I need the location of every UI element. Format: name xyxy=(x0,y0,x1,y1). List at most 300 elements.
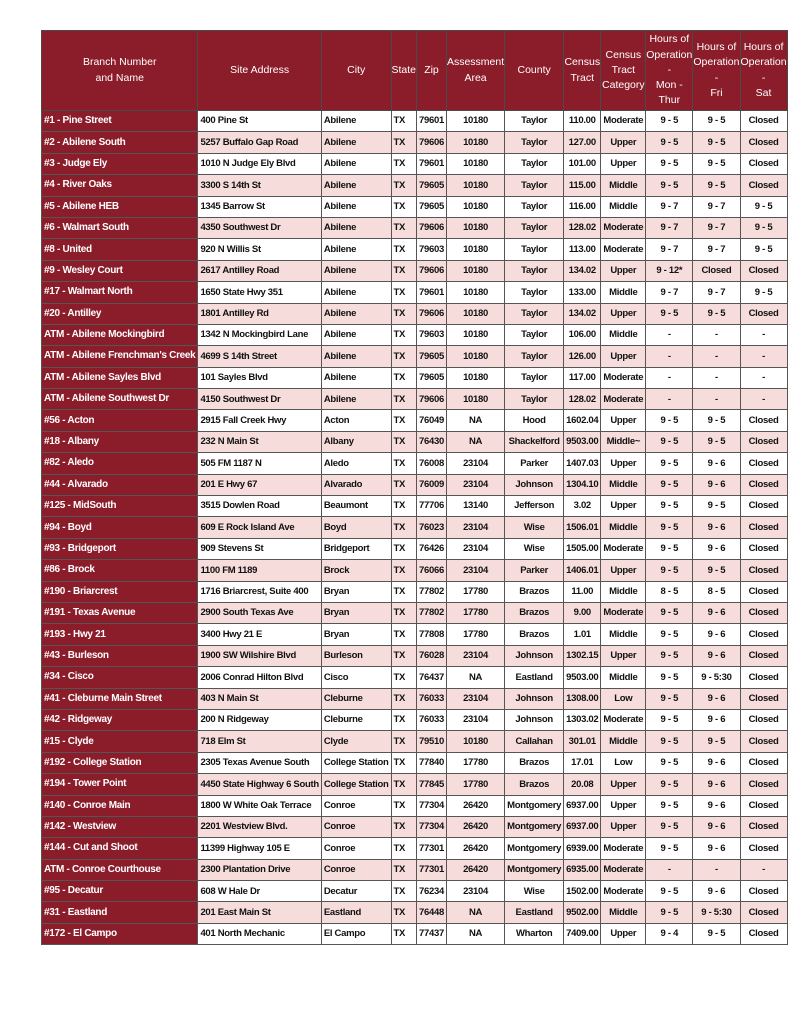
city-cell: Abilene xyxy=(321,196,391,217)
assessment-area-cell: 10180 xyxy=(446,153,504,174)
assessment-area-cell: 10180 xyxy=(446,217,504,238)
census-tract-cell: 134.02 xyxy=(564,260,601,281)
hours-sat-cell: Closed xyxy=(740,881,787,902)
county-cell: Johnson xyxy=(505,474,564,495)
hours-sat-cell: Closed xyxy=(740,260,787,281)
assessment-area-cell: NA xyxy=(446,923,504,944)
hours-fri-cell: 9 - 6 xyxy=(693,795,740,816)
zip-cell: 77802 xyxy=(417,602,447,623)
county-cell: Wise xyxy=(505,517,564,538)
city-cell: Beaumont xyxy=(321,496,391,517)
tract-category-cell: Upper xyxy=(601,453,646,474)
state-cell: TX xyxy=(391,538,417,559)
hours-mon-thur-cell: 9 - 5 xyxy=(646,111,693,132)
census-tract-cell: 1304.10 xyxy=(564,474,601,495)
assessment-area-cell: 17780 xyxy=(446,624,504,645)
hours-sat-cell: Closed xyxy=(740,624,787,645)
assessment-area-cell: 10180 xyxy=(446,175,504,196)
state-cell: TX xyxy=(391,709,417,730)
branch-name-cell: #95 - Decatur xyxy=(42,881,198,902)
zip-cell: 79606 xyxy=(417,303,447,324)
hours-sat-cell: - xyxy=(740,367,787,388)
site-address-cell: 101 Sayles Blvd xyxy=(198,367,321,388)
city-cell: College Station xyxy=(321,752,391,773)
county-cell: Taylor xyxy=(505,132,564,153)
tract-category-cell: Middle xyxy=(601,474,646,495)
branch-name-cell: #190 - Briarcrest xyxy=(42,581,198,602)
hours-mon-thur-cell: 9 - 5 xyxy=(646,624,693,645)
table-row xyxy=(42,774,788,795)
hours-sat-cell: Closed xyxy=(740,410,787,431)
assessment-area-cell: 17780 xyxy=(446,774,504,795)
state-cell: TX xyxy=(391,260,417,281)
tract-category-cell: Middle xyxy=(601,196,646,217)
hours-sat-cell: Closed xyxy=(740,132,787,153)
city-cell: Bridgeport xyxy=(321,538,391,559)
census-tract-cell: 1.01 xyxy=(564,624,601,645)
site-address-cell: 1010 N Judge Ely Blvd xyxy=(198,153,321,174)
state-cell: TX xyxy=(391,496,417,517)
hours-mon-thur-cell: 9 - 5 xyxy=(646,667,693,688)
hours-fri-cell: - xyxy=(693,346,740,367)
assessment-area-cell: 23104 xyxy=(446,709,504,730)
hours-mon-thur-cell: 9 - 5 xyxy=(646,709,693,730)
hours-sat-cell: - xyxy=(740,859,787,880)
tract-category-cell: Middle xyxy=(601,624,646,645)
hours-sat-cell: Closed xyxy=(740,560,787,581)
assessment-area-cell: 17780 xyxy=(446,752,504,773)
branch-name-cell: #140 - Conroe Main xyxy=(42,795,198,816)
zip-cell: 77840 xyxy=(417,752,447,773)
header-tract-category: Census Tract Category xyxy=(601,31,646,111)
census-tract-cell: 1505.00 xyxy=(564,538,601,559)
hours-fri-cell: 9 - 6 xyxy=(693,624,740,645)
county-cell: Parker xyxy=(505,453,564,474)
hours-sat-cell: Closed xyxy=(740,303,787,324)
assessment-area-cell: 17780 xyxy=(446,581,504,602)
county-cell: Taylor xyxy=(505,367,564,388)
table-row xyxy=(42,239,788,260)
city-cell: Acton xyxy=(321,410,391,431)
hours-fri-cell: 9 - 6 xyxy=(693,688,740,709)
hours-mon-thur-cell: 9 - 5 xyxy=(646,517,693,538)
state-cell: TX xyxy=(391,667,417,688)
hours-mon-thur-cell: 9 - 7 xyxy=(646,239,693,260)
county-cell: Taylor xyxy=(505,260,564,281)
table-row xyxy=(42,367,788,388)
city-cell: Abilene xyxy=(321,282,391,303)
state-cell: TX xyxy=(391,581,417,602)
hours-mon-thur-cell: - xyxy=(646,367,693,388)
assessment-area-cell: 23104 xyxy=(446,881,504,902)
hours-mon-thur-cell: 9 - 5 xyxy=(646,602,693,623)
city-cell: Abilene xyxy=(321,111,391,132)
zip-cell: 79606 xyxy=(417,132,447,153)
state-cell: TX xyxy=(391,132,417,153)
zip-cell: 79605 xyxy=(417,367,447,388)
city-cell: Decatur xyxy=(321,881,391,902)
county-cell: Eastland xyxy=(505,667,564,688)
table-row xyxy=(42,431,788,452)
census-tract-cell: 301.01 xyxy=(564,731,601,752)
city-cell: Abilene xyxy=(321,346,391,367)
assessment-area-cell: 23104 xyxy=(446,645,504,666)
tract-category-cell: Upper xyxy=(601,303,646,324)
hours-mon-thur-cell: 9 - 5 xyxy=(646,752,693,773)
branch-name-cell: #191 - Texas Avenue xyxy=(42,602,198,623)
site-address-cell: 201 E Hwy 67 xyxy=(198,474,321,495)
branch-name-cell: #34 - Cisco xyxy=(42,667,198,688)
branch-name-cell: #18 - Albany xyxy=(42,431,198,452)
header-census-tract: Census Tract xyxy=(564,31,601,111)
hours-mon-thur-cell: - xyxy=(646,389,693,410)
hours-mon-thur-cell: - xyxy=(646,346,693,367)
hours-mon-thur-cell: 9 - 5 xyxy=(646,132,693,153)
branch-name-cell: #194 - Tower Point xyxy=(42,774,198,795)
census-tract-cell: 1303.02 xyxy=(564,709,601,730)
hours-fri-cell: 9 - 6 xyxy=(693,645,740,666)
site-address-cell: 909 Stevens St xyxy=(198,538,321,559)
table-row xyxy=(42,517,788,538)
header-assessment-area: Assessment Area xyxy=(446,31,504,111)
site-address-cell: 5257 Buffalo Gap Road xyxy=(198,132,321,153)
hours-sat-cell: 9 - 5 xyxy=(740,282,787,303)
county-cell: Wise xyxy=(505,538,564,559)
branch-name-cell: #82 - Aledo xyxy=(42,453,198,474)
census-tract-cell: 9503.00 xyxy=(564,667,601,688)
tract-category-cell: Moderate xyxy=(601,367,646,388)
site-address-cell: 920 N Willis St xyxy=(198,239,321,260)
state-cell: TX xyxy=(391,282,417,303)
county-cell: Johnson xyxy=(505,688,564,709)
hours-sat-cell: - xyxy=(740,324,787,345)
city-cell: Boyd xyxy=(321,517,391,538)
tract-category-cell: Middle xyxy=(601,282,646,303)
state-cell: TX xyxy=(391,795,417,816)
site-address-cell: 608 W Hale Dr xyxy=(198,881,321,902)
branch-name-cell: #172 - El Campo xyxy=(42,923,198,944)
county-cell: Taylor xyxy=(505,239,564,260)
census-tract-cell: 133.00 xyxy=(564,282,601,303)
table-row xyxy=(42,410,788,431)
tract-category-cell: Upper xyxy=(601,260,646,281)
county-cell: Brazos xyxy=(505,624,564,645)
state-cell: TX xyxy=(391,389,417,410)
site-address-cell: 232 N Main St xyxy=(198,431,321,452)
census-tract-cell: 1406.01 xyxy=(564,560,601,581)
zip-cell: 76437 xyxy=(417,667,447,688)
table-row xyxy=(42,111,788,132)
hours-mon-thur-cell: - xyxy=(646,859,693,880)
city-cell: Abilene xyxy=(321,303,391,324)
hours-mon-thur-cell: 9 - 5 xyxy=(646,816,693,837)
hours-sat-cell: Closed xyxy=(740,474,787,495)
county-cell: Wharton xyxy=(505,923,564,944)
census-tract-cell: 116.00 xyxy=(564,196,601,217)
site-address-cell: 2915 Fall Creek Hwy xyxy=(198,410,321,431)
table-row xyxy=(42,153,788,174)
hours-fri-cell: 9 - 5 xyxy=(693,923,740,944)
city-cell: Conroe xyxy=(321,816,391,837)
county-cell: Johnson xyxy=(505,645,564,666)
hours-sat-cell: Closed xyxy=(740,645,787,666)
zip-cell: 76430 xyxy=(417,431,447,452)
zip-cell: 77808 xyxy=(417,624,447,645)
header-hours-fri: Hours of Operation - Fri xyxy=(693,31,740,111)
county-cell: Taylor xyxy=(505,303,564,324)
hours-fri-cell: 9 - 6 xyxy=(693,816,740,837)
table-row xyxy=(42,645,788,666)
hours-mon-thur-cell: 9 - 5 xyxy=(646,538,693,559)
assessment-area-cell: 23104 xyxy=(446,474,504,495)
state-cell: TX xyxy=(391,367,417,388)
zip-cell: 79605 xyxy=(417,346,447,367)
table-row xyxy=(42,560,788,581)
hours-fri-cell: 9 - 7 xyxy=(693,196,740,217)
hours-sat-cell: Closed xyxy=(740,688,787,709)
county-cell: Jefferson xyxy=(505,496,564,517)
table-row xyxy=(42,923,788,944)
county-cell: Johnson xyxy=(505,709,564,730)
tract-category-cell: Moderate xyxy=(601,602,646,623)
branch-name-cell: #15 - Clyde xyxy=(42,731,198,752)
assessment-area-cell: 10180 xyxy=(446,132,504,153)
hours-mon-thur-cell: 9 - 12* xyxy=(646,260,693,281)
hours-sat-cell: 9 - 5 xyxy=(740,239,787,260)
hours-sat-cell: - xyxy=(740,346,787,367)
hours-fri-cell: 9 - 7 xyxy=(693,217,740,238)
assessment-area-cell: 23104 xyxy=(446,538,504,559)
tract-category-cell: Low xyxy=(601,752,646,773)
tract-category-cell: Middle xyxy=(601,175,646,196)
site-address-cell: 3515 Dowlen Road xyxy=(198,496,321,517)
tract-category-cell: Upper xyxy=(601,132,646,153)
branch-name-cell: #193 - Hwy 21 xyxy=(42,624,198,645)
tract-category-cell: Moderate xyxy=(601,709,646,730)
zip-cell: 79606 xyxy=(417,217,447,238)
city-cell: Eastland xyxy=(321,902,391,923)
county-cell: Brazos xyxy=(505,602,564,623)
census-tract-cell: 128.02 xyxy=(564,217,601,238)
hours-fri-cell: 9 - 6 xyxy=(693,774,740,795)
assessment-area-cell: 23104 xyxy=(446,560,504,581)
table-row xyxy=(42,838,788,859)
tract-category-cell: Moderate xyxy=(601,239,646,260)
hours-sat-cell: 9 - 5 xyxy=(740,196,787,217)
hours-fri-cell: 9 - 5 xyxy=(693,111,740,132)
branch-name-cell: #9 - Wesley Court xyxy=(42,260,198,281)
hours-mon-thur-cell: 9 - 5 xyxy=(646,474,693,495)
assessment-area-cell: 10180 xyxy=(446,367,504,388)
branch-name-cell: #86 - Brock xyxy=(42,560,198,581)
zip-cell: 79603 xyxy=(417,239,447,260)
tract-category-cell: Moderate xyxy=(601,217,646,238)
tract-category-cell: Moderate xyxy=(601,389,646,410)
hours-fri-cell: 8 - 5 xyxy=(693,581,740,602)
assessment-area-cell: 10180 xyxy=(446,731,504,752)
tract-category-cell: Upper xyxy=(601,410,646,431)
header-row xyxy=(42,31,788,111)
assessment-area-cell: 10180 xyxy=(446,324,504,345)
zip-cell: 77437 xyxy=(417,923,447,944)
site-address-cell: 1900 SW Wilshire Blvd xyxy=(198,645,321,666)
census-tract-cell: 1602.04 xyxy=(564,410,601,431)
tract-category-cell: Upper xyxy=(601,923,646,944)
hours-fri-cell: 9 - 5 xyxy=(693,560,740,581)
site-address-cell: 4699 S 14th Street xyxy=(198,346,321,367)
hours-sat-cell: Closed xyxy=(740,795,787,816)
site-address-cell: 1801 Antilley Rd xyxy=(198,303,321,324)
hours-fri-cell: 9 - 5:30 xyxy=(693,902,740,923)
table-row xyxy=(42,581,788,602)
table-row xyxy=(42,453,788,474)
site-address-cell: 403 N Main St xyxy=(198,688,321,709)
branch-name-cell: #1 - Pine Street xyxy=(42,111,198,132)
city-cell: Alvarado xyxy=(321,474,391,495)
table-row xyxy=(42,132,788,153)
census-tract-cell: 113.00 xyxy=(564,239,601,260)
table-row xyxy=(42,175,788,196)
tract-category-cell: Middle xyxy=(601,902,646,923)
census-tract-cell: 9502.00 xyxy=(564,902,601,923)
census-tract-cell: 17.01 xyxy=(564,752,601,773)
state-cell: TX xyxy=(391,624,417,645)
state-cell: TX xyxy=(391,838,417,859)
county-cell: Taylor xyxy=(505,324,564,345)
zip-cell: 76008 xyxy=(417,453,447,474)
table-row xyxy=(42,816,788,837)
state-cell: TX xyxy=(391,560,417,581)
branch-name-cell: #41 - Cleburne Main Street xyxy=(42,688,198,709)
state-cell: TX xyxy=(391,816,417,837)
state-cell: TX xyxy=(391,517,417,538)
zip-cell: 79510 xyxy=(417,731,447,752)
hours-mon-thur-cell: 9 - 7 xyxy=(646,196,693,217)
county-cell: Brazos xyxy=(505,752,564,773)
city-cell: Cisco xyxy=(321,667,391,688)
branch-name-cell: ATM - Abilene Frenchman's Creek xyxy=(42,346,198,367)
county-cell: Hood xyxy=(505,410,564,431)
branch-name-cell: #3 - Judge Ely xyxy=(42,153,198,174)
hours-mon-thur-cell: 9 - 5 xyxy=(646,410,693,431)
hours-fri-cell: - xyxy=(693,389,740,410)
table-row xyxy=(42,217,788,238)
census-tract-cell: 6939.00 xyxy=(564,838,601,859)
hours-fri-cell: 9 - 5 xyxy=(693,175,740,196)
assessment-area-cell: NA xyxy=(446,667,504,688)
hours-sat-cell: Closed xyxy=(740,602,787,623)
assessment-area-cell: 26420 xyxy=(446,838,504,859)
zip-cell: 77845 xyxy=(417,774,447,795)
site-address-cell: 11399 Highway 105 E xyxy=(198,838,321,859)
county-cell: Parker xyxy=(505,560,564,581)
hours-sat-cell: Closed xyxy=(740,496,787,517)
header-zip: Zip xyxy=(417,31,447,111)
county-cell: Montgomery xyxy=(505,859,564,880)
state-cell: TX xyxy=(391,431,417,452)
hours-sat-cell: Closed xyxy=(740,752,787,773)
hours-sat-cell: Closed xyxy=(740,175,787,196)
census-tract-cell: 6937.00 xyxy=(564,816,601,837)
hours-fri-cell: 9 - 5 xyxy=(693,431,740,452)
hours-mon-thur-cell: 9 - 7 xyxy=(646,282,693,303)
branch-name-cell: #43 - Burleson xyxy=(42,645,198,666)
branch-name-cell: #8 - United xyxy=(42,239,198,260)
site-address-cell: 400 Pine St xyxy=(198,111,321,132)
tract-category-cell: Upper xyxy=(601,795,646,816)
county-cell: Taylor xyxy=(505,389,564,410)
table-row xyxy=(42,752,788,773)
state-cell: TX xyxy=(391,902,417,923)
zip-cell: 76009 xyxy=(417,474,447,495)
census-tract-cell: 106.00 xyxy=(564,324,601,345)
hours-fri-cell: - xyxy=(693,367,740,388)
city-cell: Abilene xyxy=(321,132,391,153)
census-tract-cell: 101.00 xyxy=(564,153,601,174)
assessment-area-cell: 10180 xyxy=(446,239,504,260)
table-row xyxy=(42,602,788,623)
hours-fri-cell: - xyxy=(693,859,740,880)
city-cell: Conroe xyxy=(321,859,391,880)
city-cell: Abilene xyxy=(321,239,391,260)
hours-mon-thur-cell: 9 - 5 xyxy=(646,453,693,474)
census-tract-cell: 134.02 xyxy=(564,303,601,324)
table-row xyxy=(42,389,788,410)
header-branch: Branch Number and Name xyxy=(42,31,198,111)
table-row xyxy=(42,902,788,923)
table-row xyxy=(42,282,788,303)
county-cell: Taylor xyxy=(505,111,564,132)
hours-sat-cell: Closed xyxy=(740,902,787,923)
zip-cell: 77304 xyxy=(417,816,447,837)
table-row xyxy=(42,709,788,730)
county-cell: Eastland xyxy=(505,902,564,923)
branch-name-cell: #44 - Alvarado xyxy=(42,474,198,495)
site-address-cell: 2617 Antilley Road xyxy=(198,260,321,281)
tract-category-cell: Upper xyxy=(601,774,646,795)
branch-name-cell: #5 - Abilene HEB xyxy=(42,196,198,217)
tract-category-cell: Moderate xyxy=(601,859,646,880)
hours-mon-thur-cell: 9 - 5 xyxy=(646,731,693,752)
tract-category-cell: Moderate xyxy=(601,111,646,132)
assessment-area-cell: 10180 xyxy=(446,346,504,367)
county-cell: Brazos xyxy=(505,774,564,795)
table-row xyxy=(42,538,788,559)
zip-cell: 79601 xyxy=(417,111,447,132)
hours-fri-cell: 9 - 5 xyxy=(693,410,740,431)
county-cell: Montgomery xyxy=(505,816,564,837)
assessment-area-cell: 10180 xyxy=(446,111,504,132)
table-row xyxy=(42,474,788,495)
hours-mon-thur-cell: 9 - 5 xyxy=(646,645,693,666)
hours-mon-thur-cell: 8 - 5 xyxy=(646,581,693,602)
census-tract-cell: 1506.01 xyxy=(564,517,601,538)
site-address-cell: 2300 Plantation Drive xyxy=(198,859,321,880)
zip-cell: 79601 xyxy=(417,153,447,174)
state-cell: TX xyxy=(391,859,417,880)
branch-name-cell: ATM - Conroe Courthouse xyxy=(42,859,198,880)
census-tract-cell: 115.00 xyxy=(564,175,601,196)
branch-name-cell: ATM - Abilene Sayles Blvd xyxy=(42,367,198,388)
state-cell: TX xyxy=(391,217,417,238)
site-address-cell: 1650 State Hwy 351 xyxy=(198,282,321,303)
hours-mon-thur-cell: 9 - 5 xyxy=(646,902,693,923)
site-address-cell: 401 North Mechanic xyxy=(198,923,321,944)
state-cell: TX xyxy=(391,453,417,474)
state-cell: TX xyxy=(391,731,417,752)
hours-mon-thur-cell: 9 - 5 xyxy=(646,560,693,581)
tract-category-cell: Low xyxy=(601,688,646,709)
